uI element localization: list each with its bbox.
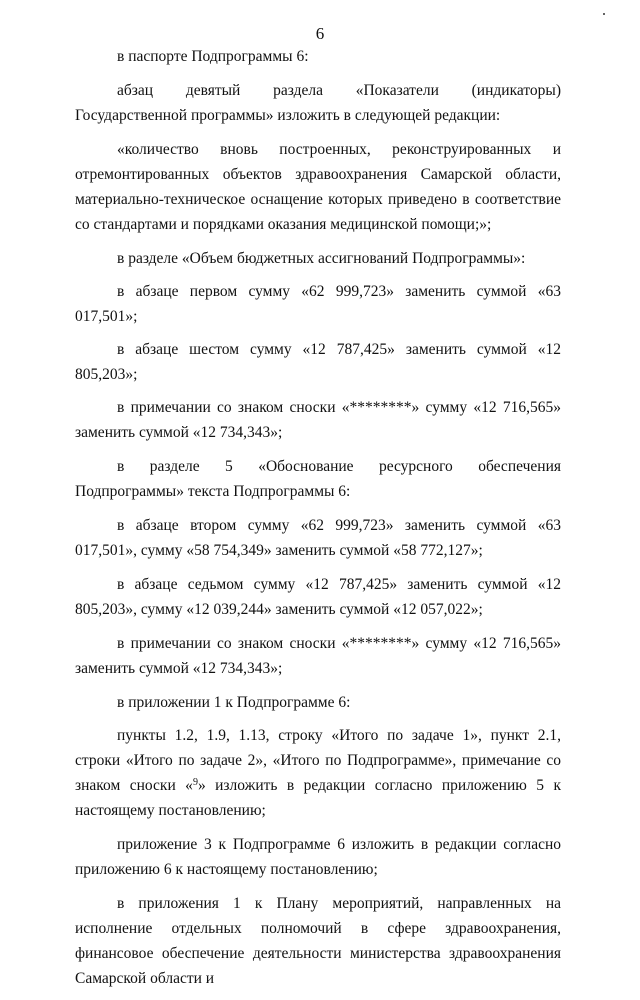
scan-speck [603, 13, 605, 15]
paragraph-text-before: пункты 1.2, 1.9, 1.13, строку «Итого по задаче 1», пункт 2.1, строки «Итого по задаче 2», «Итого по Подпрограмме», примечание со знаком сноски « [75, 727, 561, 794]
paragraph: в абзаце втором сумму «62 999,723» заменить суммой «63 017,501», сумму «58 754,349» заменить суммой «58 772,127»; [75, 517, 561, 559]
paragraph-text-after: » изложить в редакции согласно приложению 5 к настоящему постановлению; [75, 777, 561, 819]
paragraph: в абзаце седьмом сумму «12 787,425» заменить суммой «12 805,203», сумму «12 039,244» заменить суммой «12 057,022»; [75, 576, 561, 618]
paragraph: в примечании со знаком сноски «********» сумму «12 716,565» заменить суммой «12 734,343»; [75, 399, 561, 441]
paragraph: абзац девятый раздела «Показатели (индикаторы) Государственной программы» изложить в следующей редакции: [75, 82, 561, 124]
paragraph: в примечании со знаком сноски «********» сумму «12 716,565» заменить суммой «12 734,343»; [75, 635, 561, 677]
paragraph: в паспорте Подпрограммы 6: [117, 48, 309, 65]
paragraph: в разделе «Объем бюджетных ассигнований Подпрограммы»: [117, 250, 526, 267]
paragraph: в приложения 1 к Плану мероприятий, направленных на исполнение отдельных полномочий в сфере здравоохранения, финансовое обеспечение деятельности министерства здравоохранения Самарской области и [75, 895, 561, 987]
paragraph: в абзаце шестом сумму «12 787,425» заменить суммой «12 805,203»; [75, 341, 561, 383]
paragraph: в абзаце первом сумму «62 999,723» заменить суммой «63 017,501»; [75, 283, 561, 325]
footnote-mark: 9 [192, 777, 198, 788]
paragraph: «количество вновь построенных, реконструированных и отремонтированных объектов здравоохранения Самарской области, материально-техническое оснащение которых приведено в соответствие со стандартами и порядками оказания медицинской помощи;»; [75, 141, 561, 233]
document-body [75, 44, 561, 1000]
paragraph: в приложении 1 к Подпрограмме 6: [117, 694, 351, 711]
paragraph: приложение 3 к Подпрограмме 6 изложить в редакции согласно приложению 6 к настоящему постановлению; [75, 836, 561, 878]
paragraph-with-footnote [75, 723, 561, 823]
paragraph: в разделе 5 «Обоснование ресурсного обеспечения Подпрограммы» текста Подпрограммы 6: [75, 458, 561, 500]
page-number: 6 [315, 24, 325, 43]
